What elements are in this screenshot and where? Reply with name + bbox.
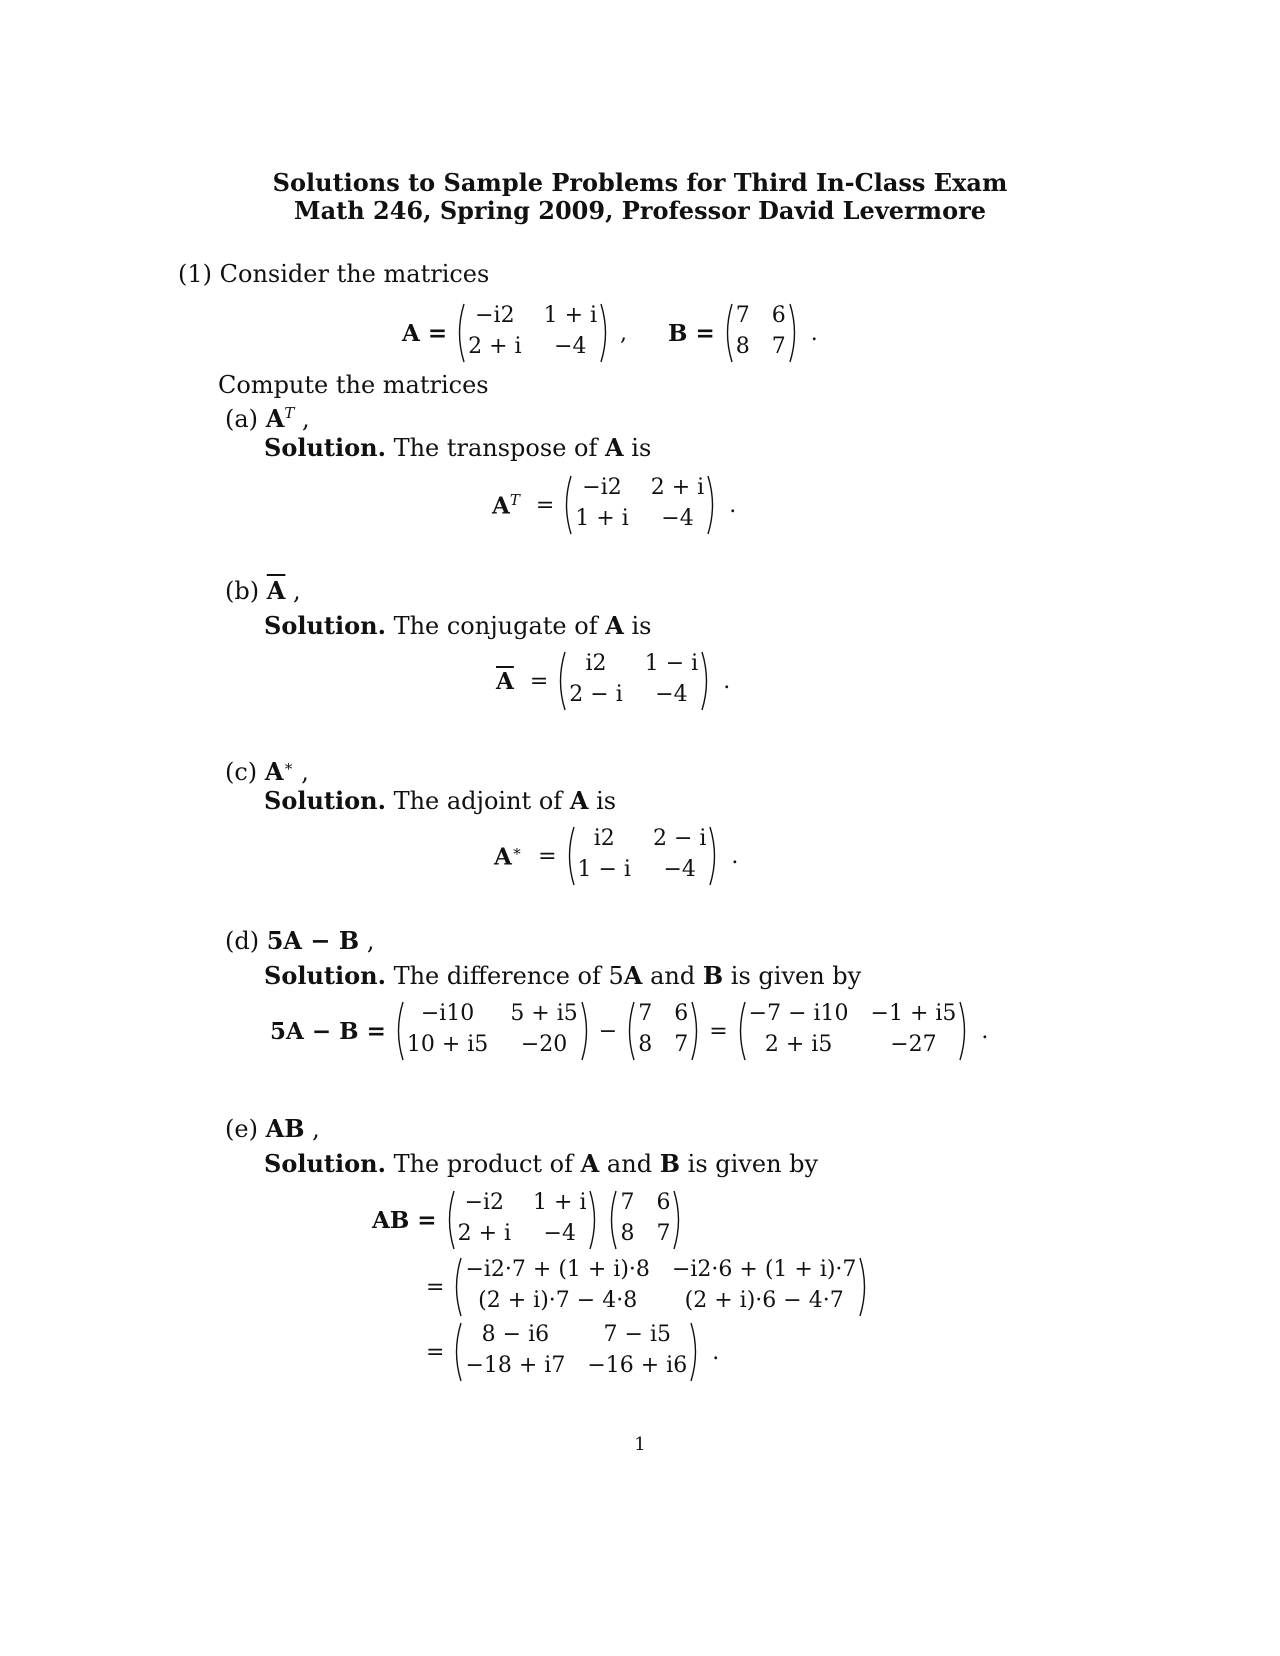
matrix-cell: 2 − i [652, 826, 707, 851]
matrix-A [455, 303, 610, 363]
solution-label: Solution. [264, 786, 386, 815]
right-paren [581, 1001, 591, 1061]
part-item: $\overline{A}$ [266, 576, 286, 605]
part-c-equation: A∗ = i2 2 − i 1 − i −4 . [494, 826, 738, 886]
part-d-equation: 5A − B = −i10 5 + i5 10 + i5 −20 − 7 6 8 7 = −7 − i10 −1 + i5 2 + i5 −27 . [270, 1001, 988, 1061]
part-item: 5A − B [266, 926, 360, 955]
matrix-cell: 8 [638, 1032, 653, 1057]
matrix-cell: −4 [661, 506, 694, 531]
part-e-heading: (e) AB , [225, 1114, 320, 1143]
problem-intro-text: Consider the matrices [219, 260, 490, 288]
right-paren [709, 826, 719, 886]
part-c-heading: (c) A∗ , [225, 757, 309, 786]
matrix-cell: −i2·7 + (1 + i)·8 [465, 1257, 650, 1282]
matrix-cell: i2 [593, 826, 615, 851]
left-paren [723, 303, 733, 363]
left-paren [562, 475, 572, 535]
left-paren [565, 826, 575, 886]
matrix-A-definition [402, 303, 627, 363]
equation-lhs: AB = [372, 1206, 437, 1234]
left-paren [452, 1257, 462, 1317]
left-paren [452, 1322, 462, 1382]
matrix-cell: 1 + i [543, 303, 598, 328]
matrix-cell: 1 + i [533, 1190, 587, 1215]
matrix-A-repeat [445, 1190, 600, 1250]
part-a-heading: (a) $A^T$ , [225, 404, 310, 433]
matrix-cell: 2 + i5 [764, 1032, 833, 1057]
matrix-cell: 7 [674, 1032, 689, 1057]
matrix-B-repeat [625, 1001, 701, 1061]
matrix-cell: −18 + i7 [465, 1353, 566, 1378]
right-paren [589, 1190, 599, 1250]
matrix-cell: −1 + i5 [870, 1001, 957, 1026]
part-b-equation: $\overline{A}$ = i2 1 − i 2 − i −4 . [496, 651, 730, 711]
matrix-cell: −20 [520, 1032, 568, 1057]
period: . [810, 320, 818, 346]
matrix-cell: −4 [655, 682, 688, 707]
matrix-cell: 8 − i6 [481, 1322, 550, 1347]
left-paren [455, 303, 465, 363]
part-a-equation: $A^T$ = −i2 2 + i 1 + i −4 . [492, 475, 736, 535]
matrix-cell: 7 [620, 1190, 635, 1215]
matrix-cell: 2 + i [468, 334, 522, 359]
left-paren [736, 1001, 746, 1061]
matrix-A-label: A = [402, 319, 448, 347]
right-paren [789, 303, 799, 363]
matrix-B [723, 303, 799, 363]
right-paren [690, 1322, 700, 1382]
part-c-solution-text: Solution. The adjoint of A is [264, 786, 617, 815]
part-e-equation-line1 [372, 1190, 683, 1250]
right-paren [707, 475, 717, 535]
matrix-cell: −i2·6 + (1 + i)·7 [671, 1257, 857, 1282]
adjoint-matrix [565, 826, 720, 886]
matrix-cell: 7 − i5 [603, 1322, 671, 1347]
matrix-cell: −i10 [420, 1001, 475, 1026]
matrix-cell: −i2 [464, 1190, 505, 1215]
matrix-cell: (2 + i)·7 − 4·8 [478, 1288, 638, 1313]
equation-lhs: $A^T$ [492, 490, 520, 520]
solution-label: Solution. [264, 1149, 386, 1178]
part-item: A∗ [264, 757, 294, 786]
part-b-solution-text: Solution. The conjugate of A is [264, 611, 652, 640]
right-paren [600, 303, 610, 363]
right-paren [859, 1257, 869, 1317]
matrix-cell: 7 [771, 334, 786, 359]
right-paren [701, 651, 711, 711]
comma: , [620, 320, 628, 346]
matrix-cell: 1 + i [575, 506, 629, 531]
matrix-cell: −i2 [475, 303, 515, 328]
matrix-cell: 6 [771, 303, 786, 328]
left-paren [625, 1001, 635, 1061]
matrix-cell: 2 − i [569, 682, 623, 707]
right-paren [959, 1001, 969, 1061]
matrix-B-repeat [607, 1190, 683, 1250]
part-e-equation-line2: = −i2·7 + (1 + i)·8 −i2·6 + (1 + i)·7 (2 + i)·7 − 4·8 (2 + i)·6 − 4·7 [418, 1257, 869, 1317]
matrix-cell: i2 [585, 651, 607, 676]
matrix-cell: 2 + i [457, 1221, 512, 1246]
matrix-cell: −4 [663, 857, 696, 882]
matrix-cell: 6 [656, 1190, 671, 1215]
matrix-B-label: B = [668, 319, 715, 347]
matrix-cell: 7 [638, 1001, 653, 1026]
left-paren [394, 1001, 404, 1061]
difference-matrix [736, 1001, 970, 1061]
right-paren [691, 1001, 701, 1061]
five-A-matrix [394, 1001, 591, 1061]
part-item: AB [265, 1114, 305, 1143]
matrix-cell: 8 [735, 334, 750, 359]
matrix-cell: −i2 [582, 475, 622, 500]
matrix-cell: 7 [656, 1221, 671, 1246]
solution-label: Solution. [264, 961, 386, 990]
part-e-solution-text: Solution. The product of A and B is given by [264, 1149, 819, 1178]
part-a-solution-text: Solution. The transpose of A is [264, 433, 652, 462]
matrix-cell: −4 [554, 334, 587, 359]
matrix-cell: −16 + i6 [587, 1353, 688, 1378]
problem-number: (1) [178, 260, 212, 288]
matrix-cell: −4 [543, 1221, 576, 1246]
matrix-cell: −7 − i10 [748, 1001, 849, 1026]
transpose-matrix [562, 475, 717, 535]
part-e-equation-line3: = 8 − i6 7 − i5 −18 + i7 −16 + i6 . [418, 1322, 719, 1382]
product-expansion-matrix [452, 1257, 869, 1317]
matrix-cell: 1 − i [644, 651, 699, 676]
product-matrix [452, 1322, 700, 1382]
equation-lhs: 5A − B = [270, 1017, 386, 1045]
equation-lhs: $\overline{A}$ [496, 667, 514, 695]
left-paren [445, 1190, 455, 1250]
right-paren [673, 1190, 683, 1250]
matrix-cell: 8 [620, 1221, 635, 1246]
document-title-line2: Math 246, Spring 2009, Professor David Levermore [294, 196, 986, 225]
matrix-cell: 2 + i [650, 475, 705, 500]
part-d-solution-text: Solution. The difference of 5A and B is given by [264, 961, 862, 990]
matrix-cell: 7 [735, 303, 750, 328]
part-item: $A^T$ [265, 404, 295, 433]
solution-label: Solution. [264, 611, 386, 640]
matrix-cell: −27 [890, 1032, 937, 1057]
matrix-cell: 1 − i [577, 857, 631, 882]
conjugate-matrix [556, 651, 711, 711]
compute-prompt: Compute the matrices [218, 371, 489, 399]
solution-label: Solution. [264, 433, 386, 462]
matrix-B-definition [668, 303, 818, 363]
left-paren [607, 1190, 617, 1250]
problem-1-intro [178, 260, 489, 288]
part-label: (a) [225, 405, 259, 433]
matrix-cell: 10 + i5 [406, 1032, 489, 1057]
equation-lhs: A∗ [494, 841, 523, 871]
left-paren [556, 651, 566, 711]
matrix-cell: (2 + i)·6 − 4·7 [684, 1288, 844, 1313]
matrix-cell: 6 [674, 1001, 689, 1026]
page-number: 1 [634, 1434, 646, 1455]
part-d-heading: (d) 5A − B , [225, 926, 375, 955]
matrix-cell: 5 + i5 [510, 1001, 578, 1026]
part-b-heading: (b) $\overline{A}$ , [225, 576, 301, 605]
document-title-line1: Solutions to Sample Problems for Third In-Class Exam [272, 168, 1008, 197]
